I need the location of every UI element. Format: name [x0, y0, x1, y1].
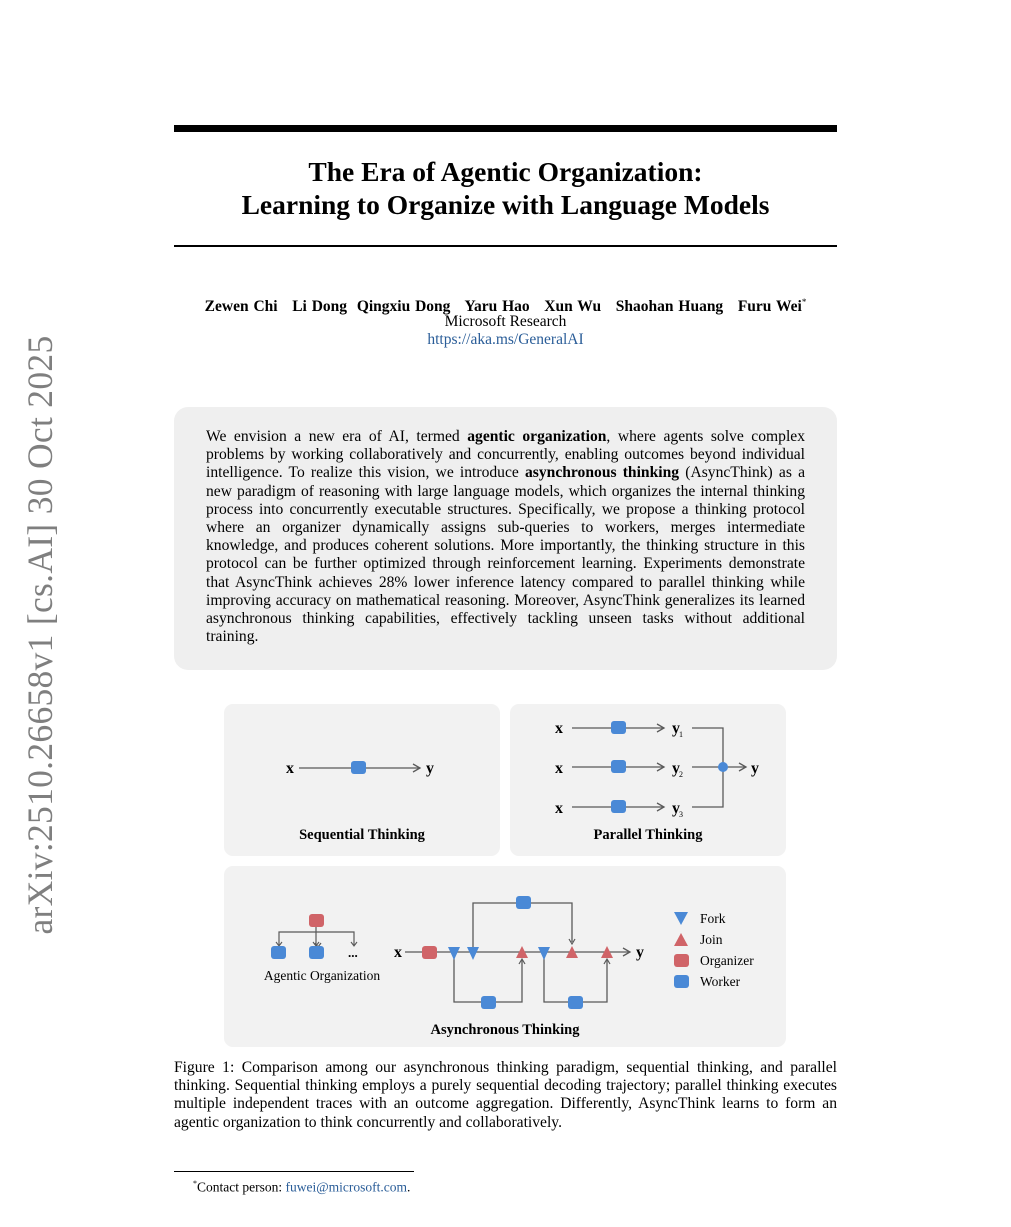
title-line-2: Learning to Organize with Language Models: [241, 189, 770, 220]
footnote-rule: [174, 1171, 414, 1172]
svg-text:y: y: [672, 760, 680, 777]
contact-email-link[interactable]: fuwei@microsoft.com: [285, 1179, 408, 1195]
parallel-thinking-panel: [510, 704, 786, 856]
title-line-1: The Era of Agentic Organization:: [308, 156, 703, 187]
svg-text:y: y: [751, 760, 759, 777]
figure-legend: [672, 908, 782, 992]
svg-text:y: y: [672, 800, 680, 817]
sequential-thinking-panel: [224, 704, 500, 856]
author: Xun Wu: [544, 298, 602, 316]
svg-text:y: y: [672, 720, 680, 737]
abstract-segment: , where agents solve complex problems by working collaboratively and concurrently, enabling outcomes beyond individual intelligence. To realize this vision, we introduce: [206, 428, 805, 482]
paper-title: [174, 155, 837, 221]
svg-text:2: 2: [679, 770, 683, 779]
abstract-segment: (AsyncThink) as a new paradigm of reasoning with large language models, which organizes the internal thinking process into concurrently executable structures. Specifically, we propose a thinking protocol where an organizer dynamically assigns sub-queries to workers, merges intermediate knowledge, and produces coherent solutions. More importantly, the thinking structure in this protocol can be further optimized through reinforcement learning. Experiments demonstrate that AsyncThink achieves 28% lower inference latency compared to parallel thinking while improving accuracy on mathematical reasoning. Moreover, AsyncThink generalizes its learned asynchronous thinking capabilities, effectively tackling unseen tasks without additional training.: [206, 464, 805, 646]
footnote-text: Contact person:: [197, 1179, 286, 1195]
legend-label: Worker: [700, 973, 741, 989]
svg-text:1: 1: [679, 730, 683, 739]
abstract-text: [206, 428, 805, 646]
footnote-end: .: [407, 1179, 411, 1195]
svg-text:3: 3: [679, 810, 683, 819]
legend-item-worker: [672, 971, 782, 992]
affiliation: Microsoft Research: [444, 313, 567, 330]
fork-triangle-icon: [672, 911, 690, 927]
author: Yaru Hao: [464, 298, 530, 316]
author: Li Dong: [292, 298, 348, 316]
sequential-thinking-title: Sequential Thinking: [299, 827, 425, 843]
arxiv-id-text: arXiv:2510.26658v1 [cs.AI] 30 Oct 2025: [20, 335, 60, 935]
project-url-link[interactable]: https://aka.ms/GeneralAI: [427, 331, 584, 348]
author: Shaohan Huang: [615, 298, 724, 316]
author: Furu Wei: [737, 298, 802, 316]
author: Zewen Chi: [204, 298, 278, 316]
svg-text:x: x: [555, 760, 563, 777]
figure-caption: Figure 1: Comparison among our asynchronous thinking paradigm, sequential thinking, and parallel thinking. Sequential thinking employs a purely sequential decoding trajectory; parallel thinking executes multiple independent traces with an outcome aggregation. Differently, AsyncThink learns to form an agentic organization to think concurrently and collaboratively.: [174, 1059, 837, 1131]
svg-text:y: y: [426, 760, 434, 777]
svg-text:Agentic Organization: Agentic Organization: [263, 968, 381, 983]
legend-item-join: [672, 929, 782, 950]
svg-text:x: x: [555, 720, 563, 737]
legend-label: Fork: [700, 910, 726, 926]
svg-text:y: y: [636, 944, 644, 961]
abstract-bold-term: agentic organization: [467, 428, 607, 445]
asynchronous-thinking-title: Asynchronous Thinking: [430, 1022, 580, 1038]
title-top-rule: [174, 125, 837, 132]
abstract-box: [174, 407, 837, 670]
legend-label: Join: [700, 931, 723, 947]
svg-text:...: ...: [348, 945, 358, 960]
arxiv-identifier-stamp: [17, 335, 63, 935]
legend-label: Organizer: [700, 952, 754, 968]
legend-item-fork: [672, 908, 782, 929]
svg-text:x: x: [286, 760, 294, 777]
author: Qingxiu Dong: [356, 298, 451, 316]
title-bottom-rule: [174, 245, 837, 247]
join-triangle-icon: [672, 932, 690, 948]
organizer-square-icon: [672, 953, 690, 969]
svg-text:x: x: [394, 944, 402, 961]
corresponding-author-mark: *: [801, 297, 807, 307]
abstract-bold-term: asynchronous thinking: [524, 464, 680, 482]
worker-square-icon: [672, 974, 690, 990]
footnote: [193, 1176, 410, 1196]
abstract-segment: We envision a new era of AI, termed: [206, 428, 468, 445]
svg-text:x: x: [555, 800, 563, 817]
legend-item-organizer: [672, 950, 782, 971]
footnote-mark: *: [193, 1179, 197, 1188]
parallel-thinking-title: Parallel Thinking: [593, 827, 703, 843]
